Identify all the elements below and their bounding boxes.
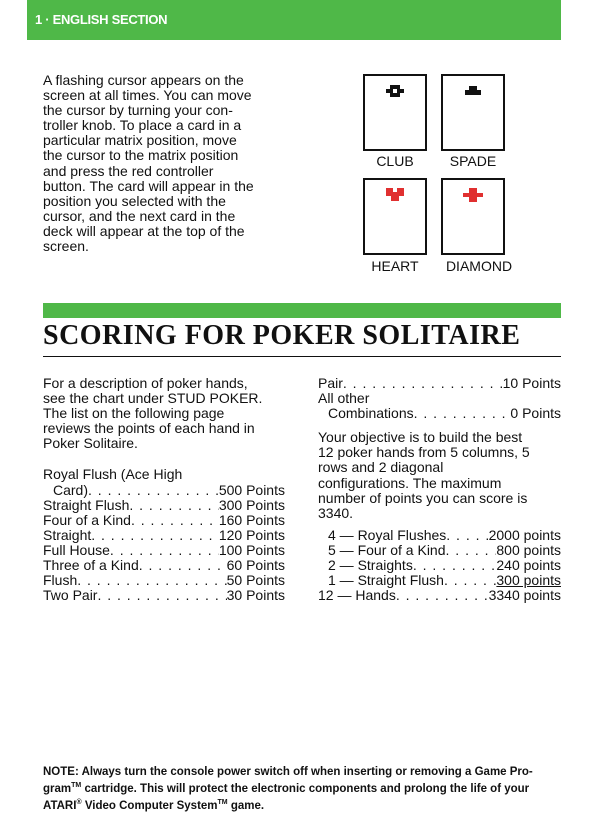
club-icon bbox=[365, 76, 425, 106]
note-tm: TM bbox=[217, 798, 228, 806]
note-text: when inserting or removing a Game Pro- bbox=[311, 766, 533, 778]
note-text: gram bbox=[43, 782, 72, 795]
hand-row bbox=[43, 483, 285, 498]
hand-value: 0 Points bbox=[510, 405, 561, 422]
objective-line: Your objective is to build the best bbox=[318, 429, 523, 446]
hand-row bbox=[43, 573, 285, 588]
max-row bbox=[318, 543, 561, 558]
diamond-label: DIAMOND bbox=[445, 258, 513, 274]
max-value: 2000 points bbox=[488, 526, 561, 543]
intro-line: the cursor by turning your con- bbox=[43, 102, 233, 119]
hand-value: 100 Points bbox=[218, 541, 285, 558]
all-other-label: All other bbox=[318, 390, 370, 407]
note-power: power bbox=[217, 766, 251, 778]
hand-row bbox=[43, 498, 285, 513]
right-column bbox=[318, 376, 561, 603]
intro-line: position you selected with the bbox=[43, 192, 226, 209]
intro-line: particular matrix position, move bbox=[43, 132, 237, 149]
note-text: game. bbox=[230, 799, 265, 812]
left-column bbox=[43, 376, 285, 603]
max-label: 2 — Straights bbox=[328, 557, 413, 574]
objective-line: number of points you can score is bbox=[318, 489, 528, 506]
hand-row bbox=[43, 588, 285, 603]
section-bar bbox=[43, 303, 561, 318]
hand-label: Full House bbox=[43, 541, 110, 558]
note-text: switch bbox=[254, 766, 290, 778]
max-label: 12 — Hands bbox=[318, 587, 396, 604]
intro-line: screen at all times. You can move bbox=[43, 87, 252, 104]
intro-line: screen. bbox=[43, 238, 89, 255]
spade-icon bbox=[443, 76, 503, 106]
intro-line: A flashing cursor appears on the bbox=[43, 72, 244, 88]
diamond-icon bbox=[443, 180, 503, 210]
diamond-card bbox=[441, 178, 505, 255]
left-intro-line: Poker Solitaire. bbox=[43, 435, 138, 452]
objective-line: configurations. The maximum bbox=[318, 474, 502, 491]
left-intro-line: see the chart under STUD POKER. bbox=[43, 390, 263, 407]
left-intro-line: The list on the following page bbox=[43, 405, 225, 422]
hand-row bbox=[43, 543, 285, 558]
left-intro-line: For a description of poker hands, bbox=[43, 375, 248, 391]
max-value: 240 points bbox=[496, 557, 561, 574]
hand-label: Combinations bbox=[328, 405, 414, 422]
intro-line: and press the red controller bbox=[43, 162, 214, 179]
section-rule bbox=[43, 356, 561, 357]
club-card bbox=[363, 74, 427, 151]
note-lead: NOTE: bbox=[43, 766, 79, 778]
hand-value: 160 Points bbox=[218, 511, 285, 528]
heart-label: HEART bbox=[371, 258, 419, 274]
note-text: cartridge. This will protect the electronic components and prolong the life of your bbox=[84, 782, 530, 795]
hand-label: Straight Flush bbox=[43, 496, 130, 513]
hand-value: 30 Points bbox=[226, 587, 285, 604]
hand-label: Straight bbox=[43, 526, 92, 543]
hand-label: Card) bbox=[53, 481, 89, 498]
hand-value: 10 Points bbox=[502, 375, 561, 391]
max-label: 4 — Royal Flushes bbox=[328, 526, 447, 543]
max-row bbox=[318, 588, 561, 603]
royal-flush-label: Royal Flush (Ace High bbox=[43, 466, 183, 483]
hand-row bbox=[43, 558, 285, 573]
hand-value: 300 Points bbox=[218, 496, 285, 513]
note-text: ATARI bbox=[43, 799, 77, 812]
max-row bbox=[318, 573, 561, 588]
note-reg: ® bbox=[76, 798, 82, 806]
hand-value: 60 Points bbox=[226, 557, 285, 574]
hand-value: 120 Points bbox=[218, 526, 285, 543]
max-label: 1 — Straight Flush bbox=[328, 572, 444, 589]
note-off: off bbox=[293, 766, 308, 778]
objective-line: 3340. bbox=[318, 504, 354, 521]
intro-line: the cursor to the matrix position bbox=[43, 147, 239, 164]
hand-value: 500 Points bbox=[218, 481, 285, 498]
header-label: 1 · ENGLISH SECTION bbox=[35, 12, 168, 27]
club-label: CLUB bbox=[376, 153, 414, 169]
max-value: 3340 points bbox=[488, 587, 561, 604]
note-text: Always turn the console bbox=[81, 766, 214, 778]
hand-label: Flush bbox=[43, 572, 78, 589]
hand-row bbox=[43, 513, 285, 528]
max-value: 300 points bbox=[496, 572, 561, 589]
hand-label: Pair bbox=[318, 375, 343, 391]
hand-label: Four of a Kind bbox=[43, 511, 131, 528]
intro-line: troller knob. To place a card in a bbox=[43, 117, 242, 134]
note-text: Video Computer System bbox=[84, 799, 218, 812]
hand-row bbox=[318, 406, 561, 421]
intro-line: button. The card will appear in the bbox=[43, 177, 254, 194]
spade-card bbox=[441, 74, 505, 151]
max-row bbox=[318, 558, 561, 573]
intro-line: deck will appear at the top of the bbox=[43, 222, 245, 239]
hand-label: Two Pair bbox=[43, 587, 98, 604]
max-value: 800 points bbox=[496, 541, 561, 558]
heart-card bbox=[363, 178, 427, 255]
spade-label: SPADE bbox=[449, 153, 497, 169]
hand-row bbox=[318, 376, 561, 391]
header-bar bbox=[27, 0, 561, 40]
hand-label: Three of a Kind bbox=[43, 557, 139, 574]
heart-icon bbox=[365, 180, 425, 210]
footer-note bbox=[43, 765, 563, 813]
objective-line: rows and 2 diagonal bbox=[318, 459, 444, 476]
hand-row bbox=[43, 528, 285, 543]
intro-text bbox=[43, 73, 293, 254]
max-row bbox=[318, 528, 561, 543]
hand-value: 50 Points bbox=[226, 572, 285, 589]
objective-line: 12 poker hands from 5 columns, 5 bbox=[318, 444, 530, 461]
intro-line: cursor, and the next card in the bbox=[43, 207, 236, 224]
left-intro-line: reviews the points of each hand in bbox=[43, 420, 255, 437]
note-tm: TM bbox=[71, 782, 82, 789]
section-title: SCORING FOR POKER SOLITAIRE bbox=[43, 320, 521, 351]
max-label: 5 — Four of a Kind bbox=[328, 541, 446, 558]
